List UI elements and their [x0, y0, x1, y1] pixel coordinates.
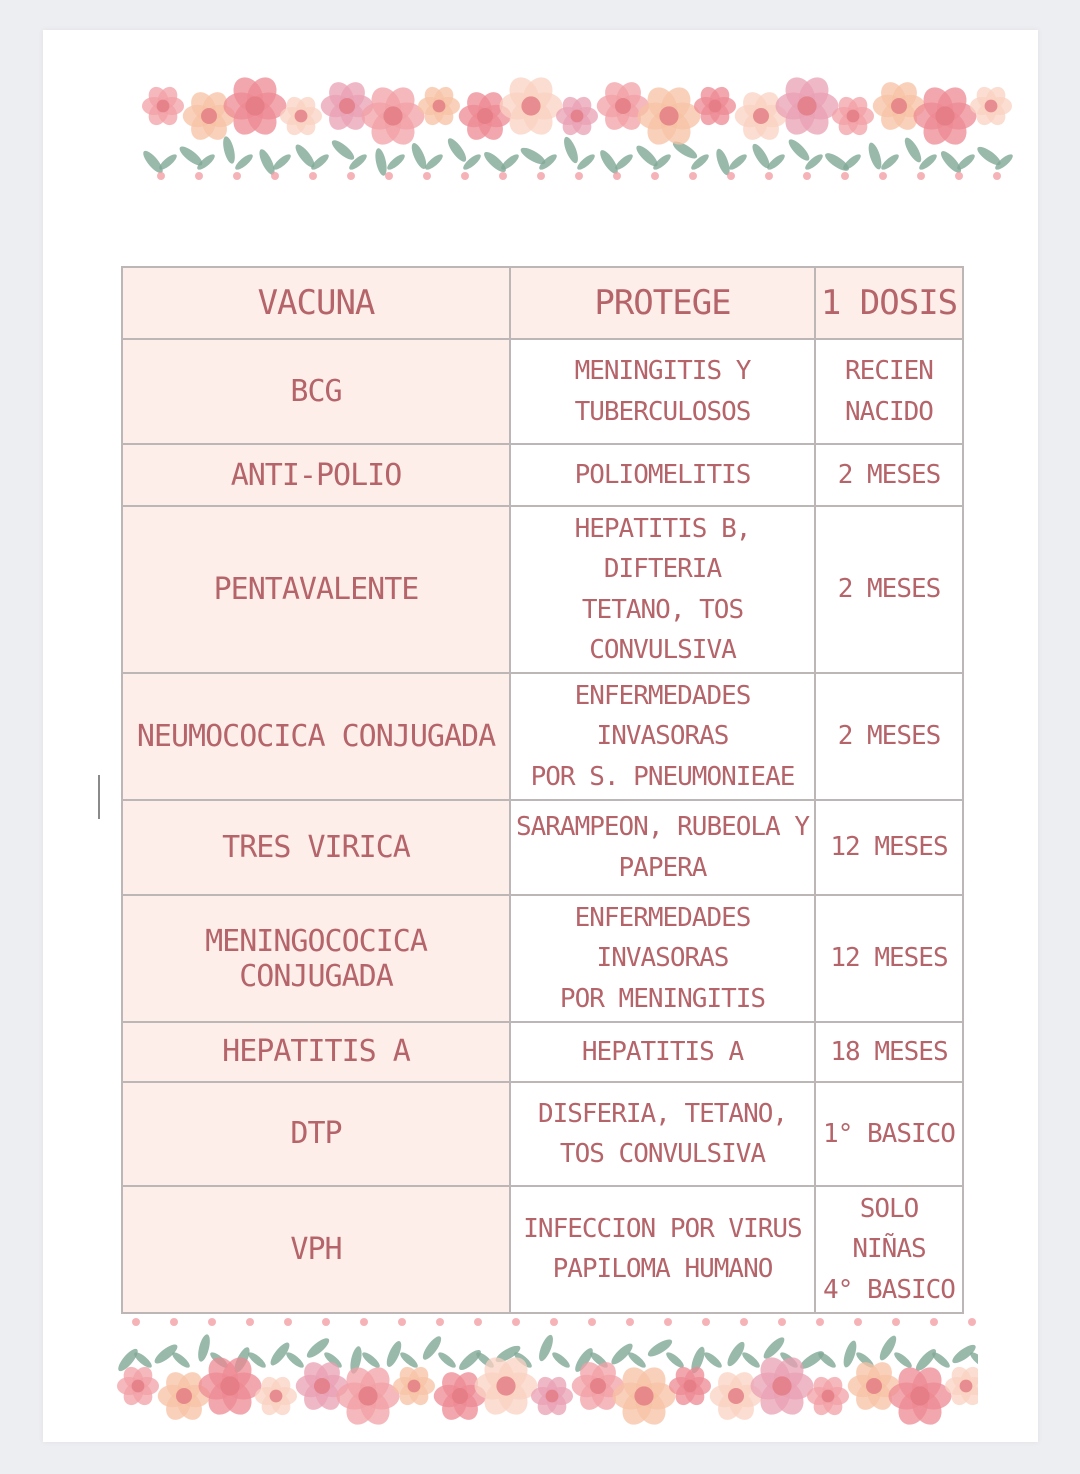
header-protege: PROTEGE	[510, 267, 815, 339]
vaccine-name: TRES VIRICA	[122, 800, 510, 895]
vaccine-name: MENINGOCOCICA CONJUGADA	[122, 895, 510, 1022]
vaccine-name: HEPATITIS A	[122, 1022, 510, 1082]
table-row	[122, 800, 963, 895]
floral-garland-top-icon	[133, 50, 1023, 190]
table-row	[122, 673, 963, 800]
protects-against: DISFERIA, TETANO, TOS CONVULSIVA	[510, 1082, 815, 1186]
first-dose: 18 MESES	[815, 1022, 963, 1082]
vaccine-name: VPH	[122, 1186, 510, 1313]
vaccine-name: PENTAVALENTE	[122, 506, 510, 673]
first-dose: 12 MESES	[815, 800, 963, 895]
first-dose: 12 MESES	[815, 895, 963, 1022]
header-vacuna: VACUNA	[122, 267, 510, 339]
first-dose: SOLO NIÑAS 4° BASICO	[815, 1186, 963, 1313]
protects-against: MENINGITIS Y TUBERCULOSOS	[510, 339, 815, 444]
first-dose: 2 MESES	[815, 444, 963, 506]
header-dosis: 1 DOSIS	[815, 267, 963, 339]
first-dose: 2 MESES	[815, 506, 963, 673]
first-dose: 1° BASICO	[815, 1082, 963, 1186]
protects-against: POLIOMELITIS	[510, 444, 815, 506]
floral-garland-bottom-icon	[108, 1310, 978, 1440]
table-row	[122, 895, 963, 1022]
vaccine-name: BCG	[122, 339, 510, 444]
protects-against: ENFERMEDADES INVASORAS POR MENINGITIS	[510, 895, 815, 1022]
vaccine-table	[121, 266, 964, 1314]
table-row	[122, 1022, 963, 1082]
table-row	[122, 1186, 963, 1313]
protects-against: INFECCION POR VIRUS PAPILOMA HUMANO	[510, 1186, 815, 1313]
table-row	[122, 1082, 963, 1186]
first-dose: 2 MESES	[815, 673, 963, 800]
vaccine-name: DTP	[122, 1082, 510, 1186]
table-row	[122, 339, 963, 444]
document-page	[43, 30, 1038, 1442]
text-cursor-mark	[98, 775, 100, 819]
first-dose: RECIEN NACIDO	[815, 339, 963, 444]
table-header-row	[122, 267, 963, 339]
protects-against: SARAMPEON, RUBEOLA Y PAPERA	[510, 800, 815, 895]
table-row	[122, 444, 963, 506]
protects-against: HEPATITIS B, DIFTERIA TETANO, TOS CONVULSIVA	[510, 506, 815, 673]
vaccine-name: NEUMOCOCICA CONJUGADA	[122, 673, 510, 800]
protects-against: HEPATITIS A	[510, 1022, 815, 1082]
table-row	[122, 506, 963, 673]
protects-against: ENFERMEDADES INVASORAS POR S. PNEUMONIEAE	[510, 673, 815, 800]
vaccine-name: ANTI-POLIO	[122, 444, 510, 506]
